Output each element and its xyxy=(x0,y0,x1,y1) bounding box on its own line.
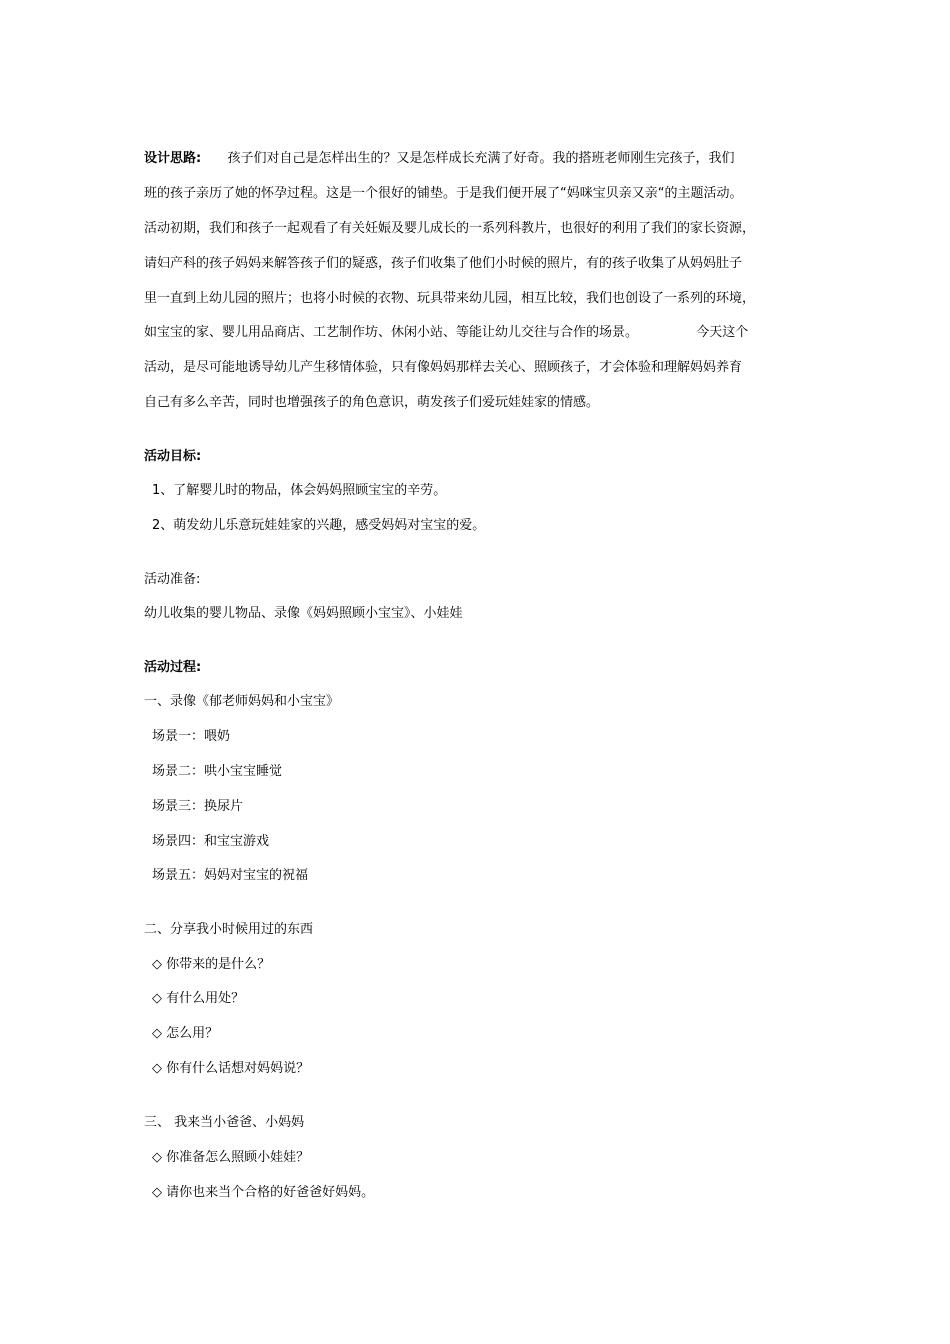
prep-heading: 活动准备: xyxy=(144,572,201,587)
design-text-line-5: 里一直到上幼儿园的照片；也将小时候的衣物、玩具带来幼儿园，相互比较，我们也创设了一系列的环境， xyxy=(144,291,756,306)
design-text-line-1: 孩子们对自己是怎样出生的？又是怎样成长充满了好奇。我的搭班老师刚生完孩子，我们 xyxy=(227,151,735,166)
process-heading: 活动过程: xyxy=(144,660,202,675)
scene-item-4: 场景四：和宝宝游戏 xyxy=(152,834,270,849)
goal-item-1: 1、了解婴儿时的物品，体会妈妈照顾宝宝的辛劳。 xyxy=(152,483,447,498)
process-part3-title: 三、 我来当小爸爸、小妈妈 xyxy=(144,1115,305,1130)
share-question-1: ◇ 你带来的是什么？ xyxy=(152,957,271,972)
scene-item-3: 场景三：换尿片 xyxy=(152,799,244,814)
prep-text: 幼儿收集的婴儿物品、录像《妈妈照顾小宝宝》、小娃娃 xyxy=(144,606,463,621)
design-label: 设计思路: xyxy=(144,151,202,166)
process-part2-title: 二、分享我小时候用过的东西 xyxy=(144,922,314,937)
design-text-line-6-tail: 今天这个 xyxy=(696,325,749,340)
design-text-line-8: 自己有多么辛苦，同时也增强孩子的角色意识，萌发孩子们爱玩娃娃家的情感。 xyxy=(144,395,600,410)
goals-heading: 活动目标: xyxy=(144,449,202,464)
role-question-2: ◇ 请你也来当个合格的好爸爸好妈妈。 xyxy=(152,1185,375,1200)
scene-item-5: 场景五：妈妈对宝宝的祝福 xyxy=(152,868,309,883)
design-first-line xyxy=(144,150,735,168)
scene-item-1: 场景一：喂奶 xyxy=(152,729,231,744)
design-text-line-4: 请妇产科的孩子妈妈来解答孩子们的疑惑，孩子们收集了他们小时候的照片，有的孩子收集了从妈妈肚子 xyxy=(144,256,743,271)
share-question-2: ◇ 有什么用处？ xyxy=(152,991,245,1006)
design-text-line-7: 活动，是尽可能地诱导幼儿产生移情体验，只有像妈妈那样去关心、照顾孩子，才会体验和理解妈妈养育 xyxy=(144,360,743,375)
design-text-line-3: 活动初期，我们和孩子一起观看了有关妊娠及婴儿成长的一系列科教片，也很好的利用了我们的家长资源， xyxy=(144,221,756,236)
design-text-line-6-main: 如宝宝的家、婴儿用品商店、工艺制作坊、休闲小站、等能让幼儿交往与合作的场景。 xyxy=(144,325,639,340)
share-question-3: ◇ 怎么用？ xyxy=(152,1026,219,1041)
goal-item-2: 2、萌发幼儿乐意玩娃娃家的兴趣，感受妈妈对宝宝的爱。 xyxy=(152,518,486,533)
process-part1-title: 一、录像《郁老师妈妈和小宝宝》 xyxy=(144,694,340,709)
role-question-1: ◇ 你准备怎么照顾小娃娃？ xyxy=(152,1150,310,1165)
share-question-4: ◇ 你有什么话想对妈妈说？ xyxy=(152,1061,310,1076)
design-text-line-2: 班的孩子亲历了她的怀孕过程。这是一个很好的铺垫。于是我们便开展了“妈咪宝贝亲又亲“的主题活动。 xyxy=(144,186,743,201)
design-text-line-6 xyxy=(144,324,748,342)
scene-item-2: 场景二：哄小宝宝睡觉 xyxy=(152,764,283,779)
